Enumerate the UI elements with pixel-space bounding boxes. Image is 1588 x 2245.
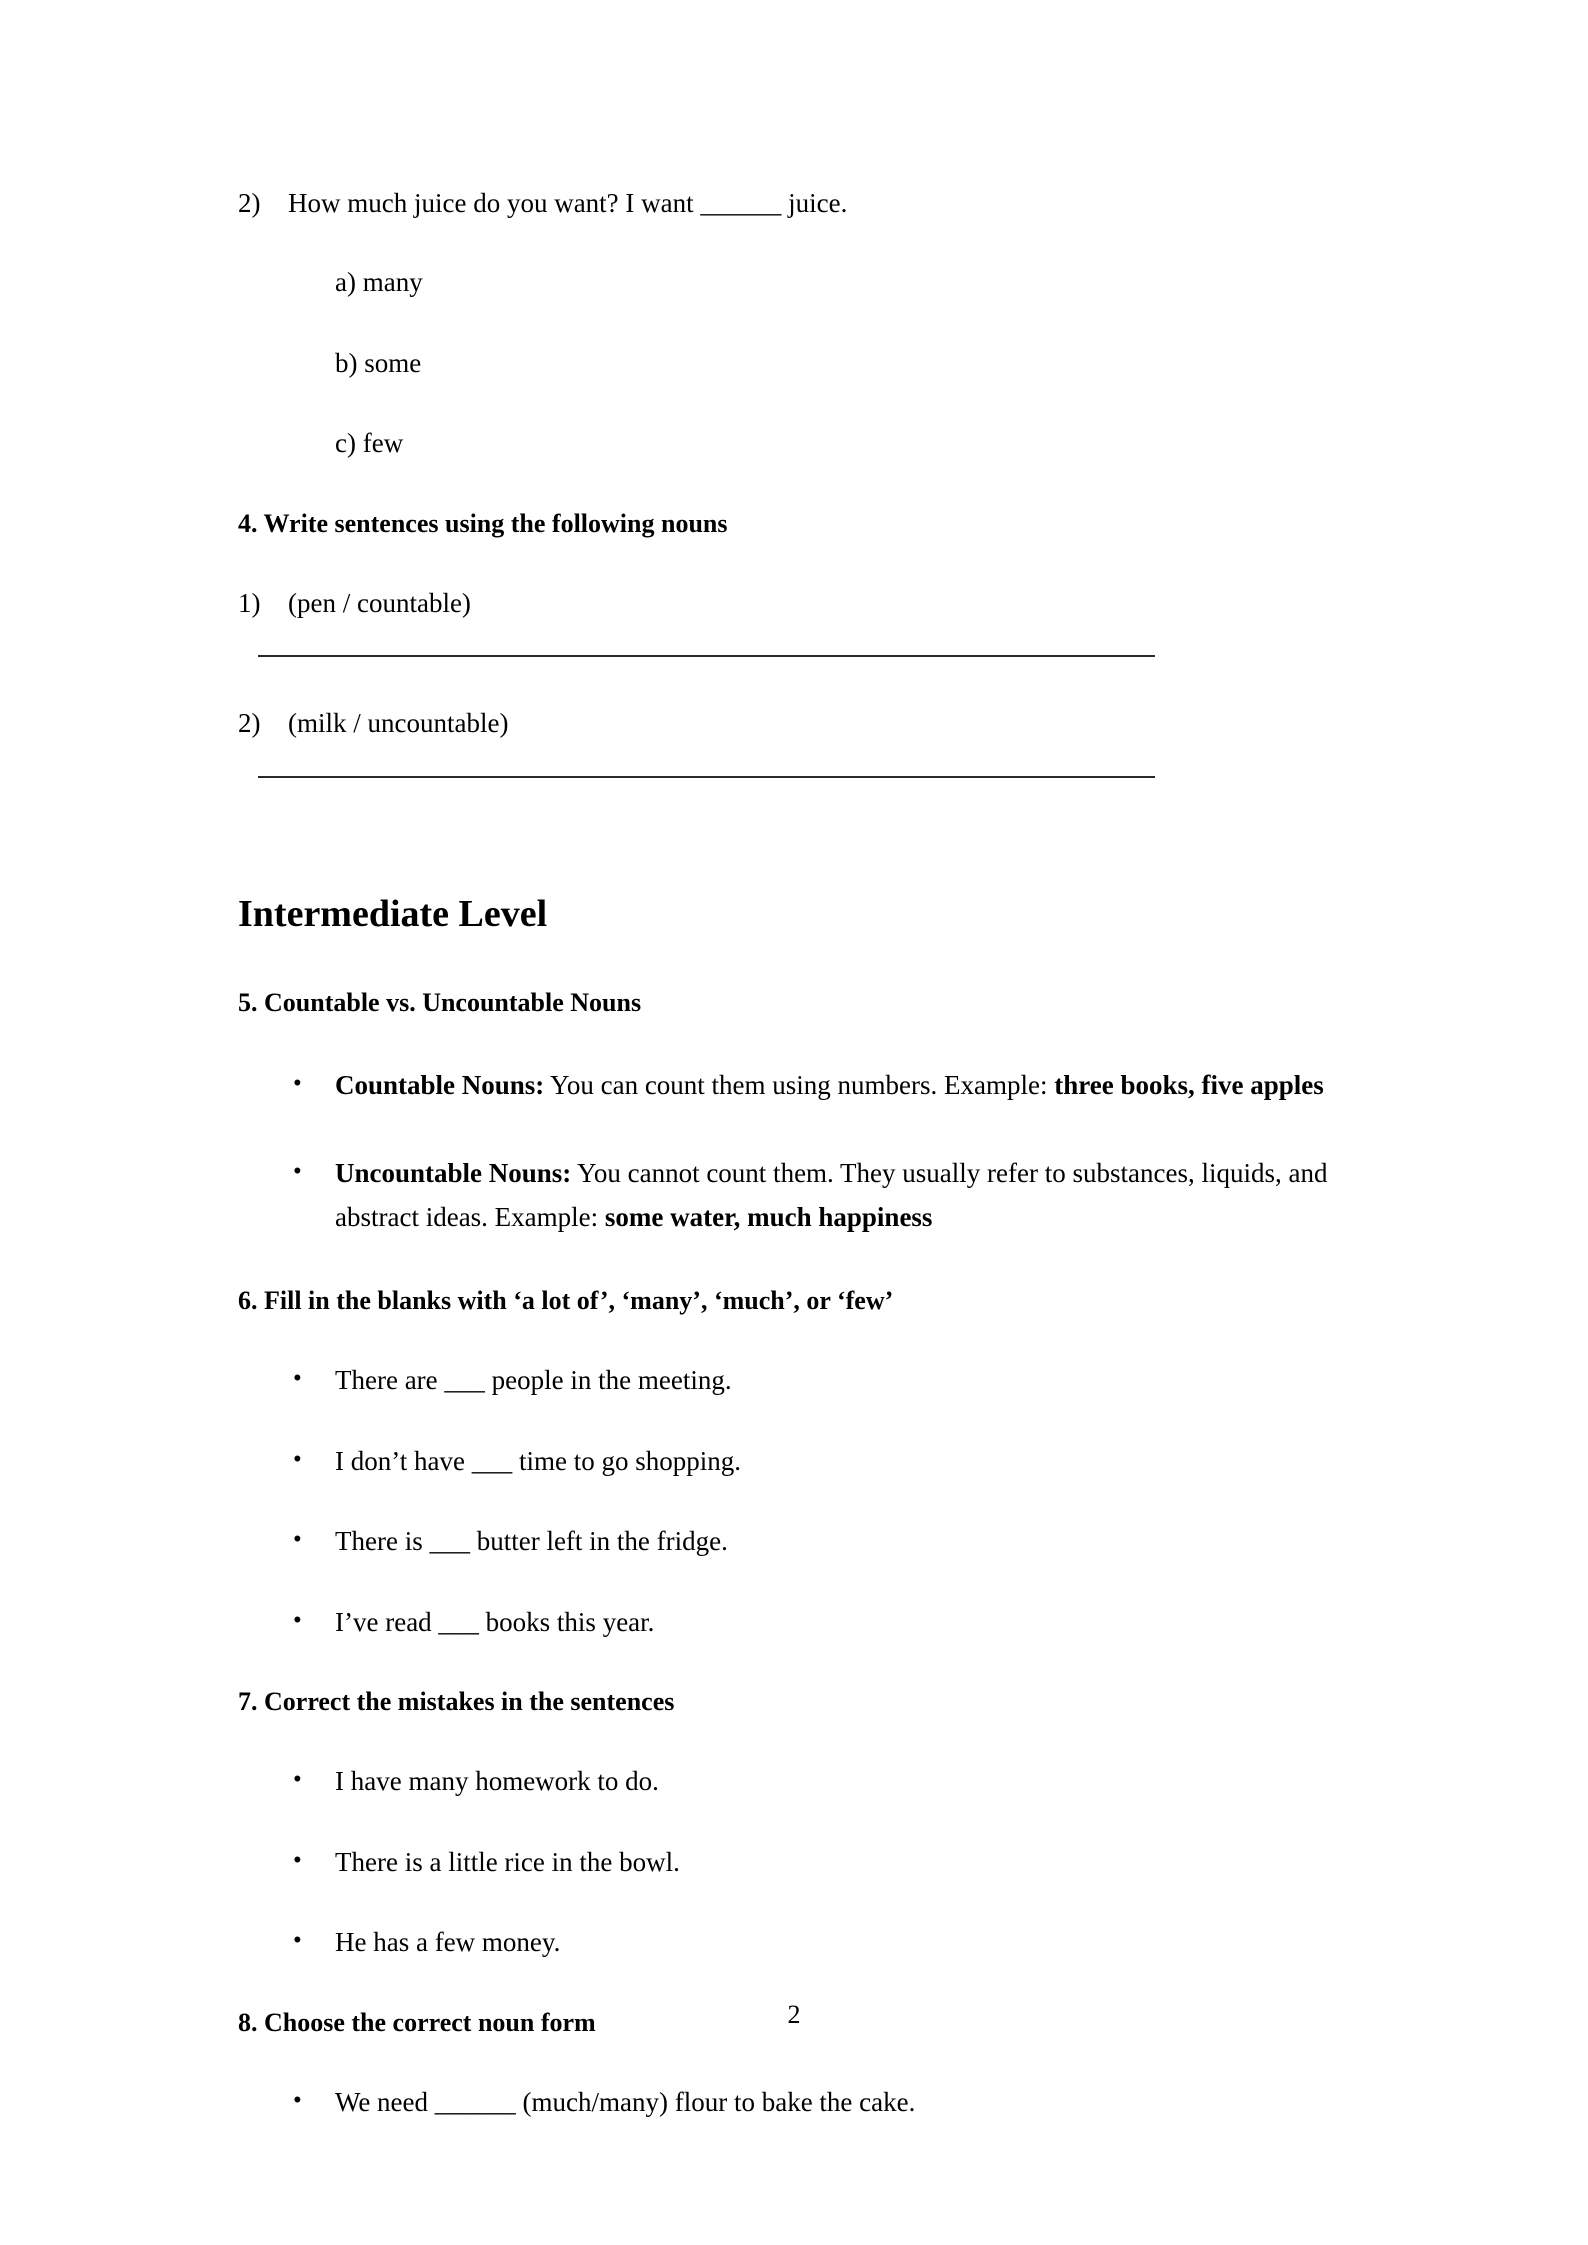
page-content [238, 185, 1348, 2164]
section-4-heading: 4. Write sentences using the following nouns [238, 508, 728, 538]
section-7-bullet-list [238, 1763, 1348, 1960]
section-6-bullet-list [238, 1362, 1348, 1640]
item-number: 1) [238, 587, 261, 618]
list-item [238, 1152, 1348, 1239]
section-5-bullet-list [238, 1064, 1348, 1239]
section-8-heading: 8. Choose the correct noun form [238, 2007, 596, 2037]
list-item: • There is a little rice in the bowl. [238, 1844, 1348, 1880]
section-4-item-2 [238, 705, 1348, 741]
body-text: You can count them using numbers. Example: [544, 1070, 1055, 1101]
question-number: 2) [238, 188, 261, 218]
answer-line-2[interactable] [258, 776, 1155, 778]
example-text: some water, much happiness [604, 1201, 933, 1232]
list-item: • I don’t have ___ time to go shopping. [238, 1443, 1348, 1479]
page-number: 2 [787, 2000, 801, 2029]
section-7-heading: 7. Correct the mistakes in the sentences [238, 1687, 675, 1717]
answer-line-1[interactable] [258, 655, 1155, 657]
term-countable: Countable Nouns: [335, 1070, 545, 1101]
intermediate-level-heading: Intermediate Level [238, 892, 548, 935]
question-text: How much juice do you want? I want ______ juice. [288, 188, 848, 218]
option-a[interactable]: a) many [335, 267, 423, 298]
example-text: three books, five apples [1054, 1070, 1324, 1101]
list-item: • I have many homework to do. [238, 1763, 1348, 1799]
section-8-bullet-list [238, 2084, 1348, 2120]
section-6-heading: 6. Fill in the blanks with ‘a lot of’, ‘many’, ‘much’, or ‘few’ [238, 1286, 894, 1316]
list-item: • There are ___ people in the meeting. [238, 1362, 1348, 1398]
list-item: • We need ______ (much/many) flour to bake the cake. [238, 2084, 1348, 2120]
item-number: 2) [238, 708, 261, 739]
item-text: (pen / countable) [288, 587, 471, 618]
option-c[interactable]: c) few [335, 427, 404, 458]
section-4-item-1 [238, 585, 1348, 621]
list-item: • There is ___ butter left in the fridge. [238, 1523, 1348, 1559]
body-text: You cannot count them. They usually refer to substances, liquids, and abstract ideas. Example: [335, 1157, 1328, 1232]
item-text: (milk / uncountable) [288, 708, 509, 739]
list-item [238, 1064, 1348, 1108]
term-uncountable: Uncountable Nouns: [335, 1157, 572, 1188]
question-row-2 [238, 185, 1348, 221]
section-5-heading: 5. Countable vs. Uncountable Nouns [238, 988, 642, 1018]
list-item: • He has a few money. [238, 1924, 1348, 1960]
option-b[interactable]: b) some [335, 347, 422, 378]
list-item: • I’ve read ___ books this year. [238, 1604, 1348, 1640]
